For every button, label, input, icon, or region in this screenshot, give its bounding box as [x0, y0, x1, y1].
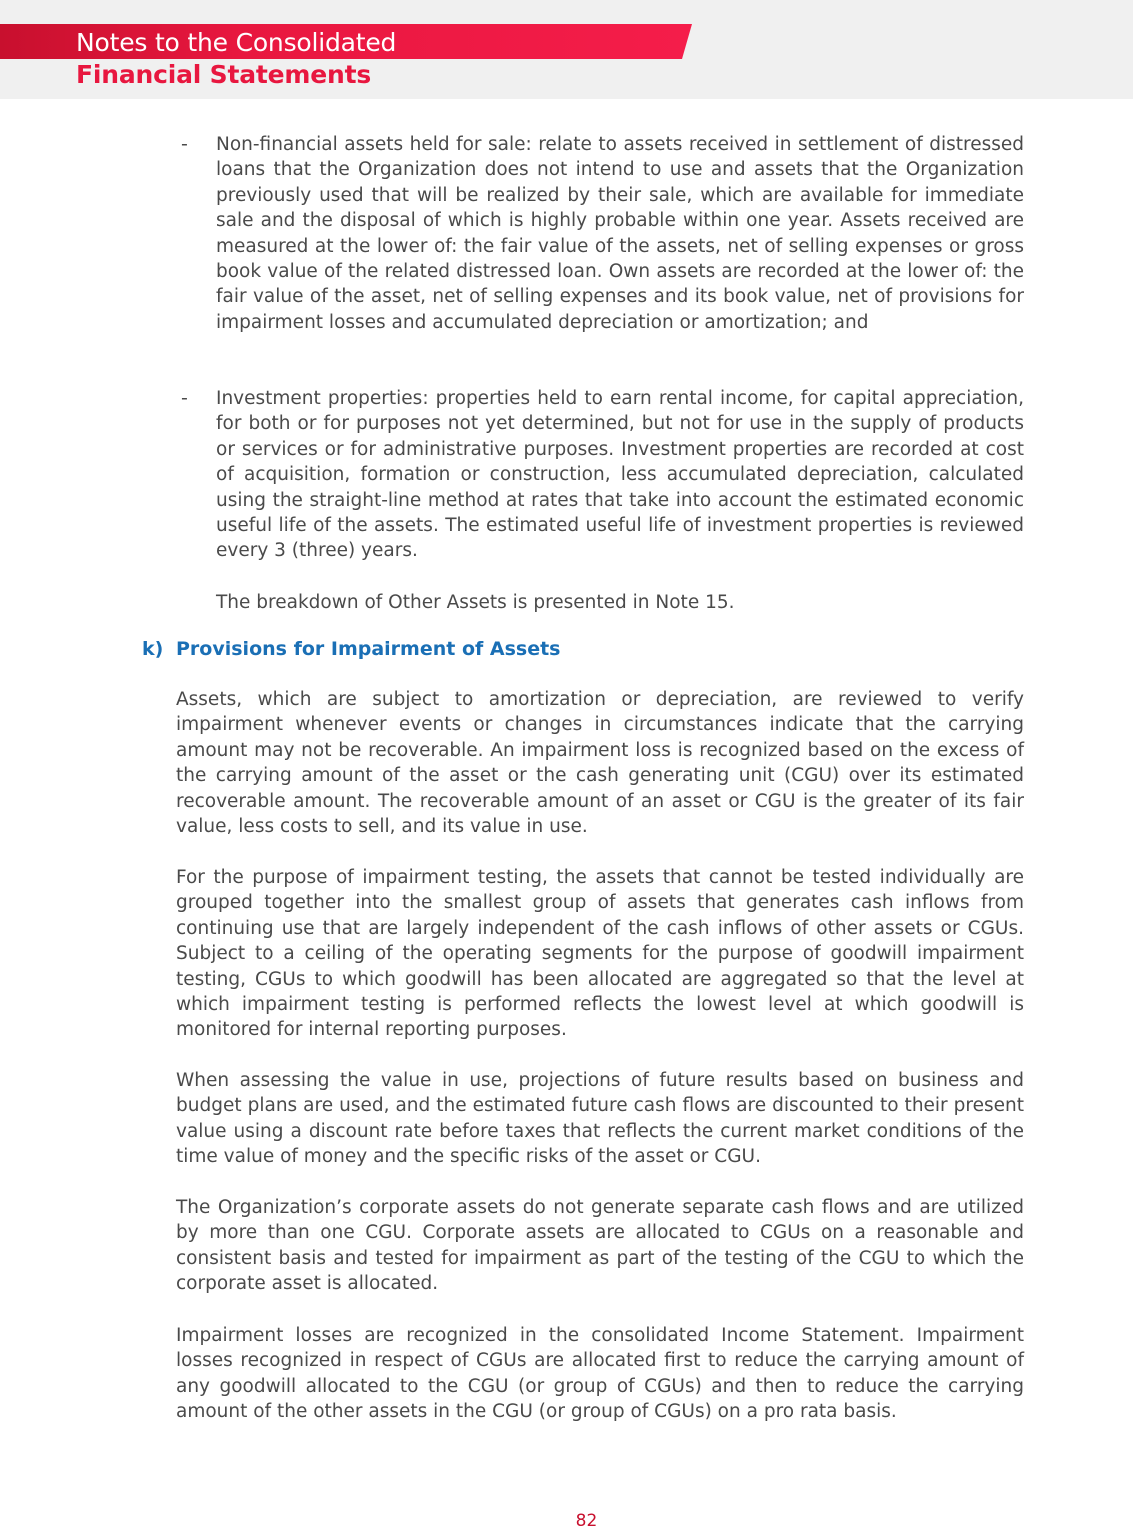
paragraph-impairment-review: Assets, which are subject to amortization or depreciation, are reviewed to verify impairment whenever events or changes in circumstances indicate that the carrying amount may not be recoverable. An impairment loss is recognized based on the excess of the carrying amount of the asset or the cash generating unit (CGU) over its estimated recoverable amount. The recoverable amount of an asset or CGU is the greater of its fair value, less costs to sell, and its value in use. [176, 689, 1024, 838]
bullet-text-investment-properties: Investment properties: properties held to earn rental income, for capital appreciation, for both or for purposes not yet determined, but not for use in the supply of products or services or for administrative purposes. Investment properties are recorded at cost of acquisition, formation or construction, less accumulated depreciation, calculated using the straight-line method at rates that take into account the estimated economic useful life of the assets. The estimated useful life of investment properties is reviewed every 3 (three) years. [216, 388, 1024, 562]
paragraph-impairment-losses: Impairment losses are recognized in the consolidated Income Statement. Impairment losses recognized in respect of CGUs are allocated first to reduce the carrying amount of any goodwill allocated to the CGU (or group of CGUs) and then to reduce the carrying amount of the other assets in the CGU (or group of CGUs) on a pro rata basis. [176, 1325, 1024, 1423]
paragraph-impairment-testing: For the purpose of impairment testing, the assets that cannot be tested individually are grouped together into the smallest group of assets that generates cash inflows from continuing use that are largely independent of the cash inflows of other assets or CGUs. Subject to a ceiling of the operating segments for the purpose of goodwill impairment testing, CGUs to which goodwill has been allocated are aggregated so that the level at which impairment testing is performed reflects the lowest level at which goodwill is monitored for internal reporting purposes. [176, 867, 1024, 1041]
breakdown-note: The breakdown of Other Assets is presented in Note 15. [216, 592, 735, 613]
paragraph-corporate-assets: The Organization’s corporate assets do not generate separate cash flows and are utilized by more than one CGU. Corporate assets are allocated to CGUs on a reasonable and consistent basis and tested for impairment as part of the testing of the CGU to which the corporate asset is allocated. [176, 1197, 1024, 1295]
section-title: Provisions for Impairment of Assets [176, 638, 561, 660]
header-title-line1: Notes to the Consolidated [76, 28, 397, 57]
bullet-marker: - [181, 133, 188, 155]
paragraph-value-in-use: When assessing the value in use, projections of future results based on business and budget plans are used, and the estimated future cash flows are discounted to their present value using a discount rate before taxes that reflects the current market conditions of the time value of money and the specific risks of the asset or CGU. [176, 1070, 1024, 1168]
bullet-text-non-financial-assets: Non-financial assets held for sale: relate to assets received in settlement of distressed loans that the Organization does not intend to use and assets that the Organization previously used that will be realized by their sale, which are available for immediate sale and the disposal of which is highly probable within one year. Assets received are measured at the lower of: the fair value of the assets, net of selling expenses or gross book value of the related distressed loan. Own assets are recorded at the lower of: the fair value of the asset, net of selling expenses and its book value, net of provisions for impairment losses and accumulated depreciation or amortization; and [216, 134, 1024, 333]
page-number: 82 [575, 1511, 598, 1531]
bullet-marker: - [181, 387, 188, 409]
section-letter: k) [142, 638, 164, 660]
header-title-line2: Financial Statements [76, 60, 372, 89]
